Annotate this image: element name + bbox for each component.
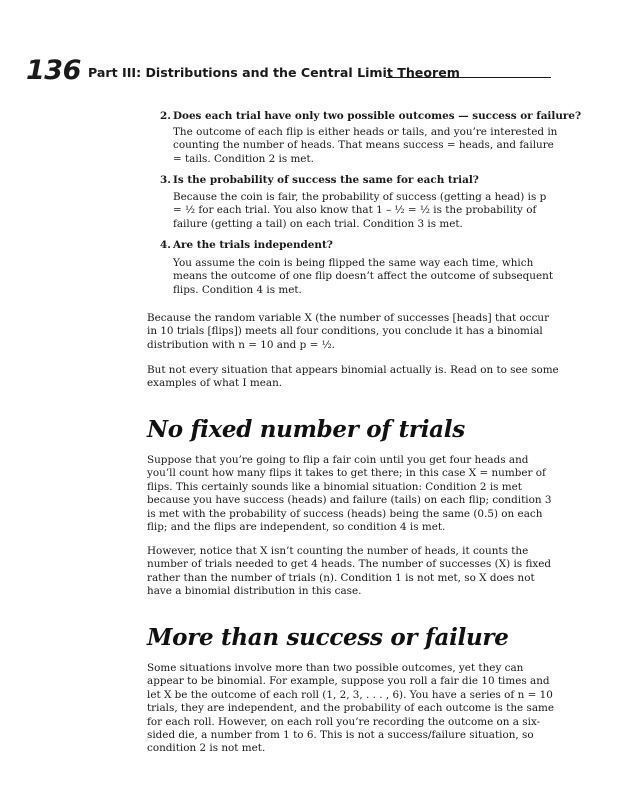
list-item-question: [160, 239, 333, 252]
running-head: Part III: Distributions and the Central Limit Theorem: [88, 65, 460, 80]
question-text: Does each trial have only two possible outcomes — success or failure?: [173, 110, 582, 122]
header-rule: [386, 77, 551, 78]
list-item-answer: Because the coin is fair, the probability of success (getting a head) is p = ½ for each trial. You also know that 1 – ½ = ½ is the probability of failure (getting a tail) on each trial. Condition 3 is met.: [173, 191, 547, 230]
list-number: 3.: [160, 174, 171, 186]
conclusion-paragraph: Because the random variable X (the number of successes [heads] that occur in 10 trials [flips]) meets all four conditions, you conclude it has a binomial distribution with n = 10 and p = ½.: [147, 312, 550, 351]
list-item-question: [160, 110, 581, 123]
section-paragraph: However, notice that X isn’t counting the number of heads, it counts the number of trials needed to get 4 heads. The number of successes (X) is fixed rather than the number of trials (n). Condition 1 is not met, so X does not have a binomial distribution in this case.: [147, 545, 552, 598]
question-text: Is the probability of success the same for each trial?: [173, 174, 479, 186]
transition-paragraph: But not every situation that appears binomial actually is. Read on to see some examples of what I mean.: [147, 364, 559, 390]
list-number: 2.: [160, 110, 171, 122]
section-heading: No fixed number of trials: [147, 416, 465, 443]
list-item-answer: The outcome of each flip is either heads or tails, and you’re interested in counting the number of heads. That means success = heads, and failure = tails. Condition 2 is met.: [173, 126, 558, 165]
question-text: Are the trials independent?: [173, 239, 333, 251]
section-paragraph: Suppose that you’re going to flip a fair coin until you get four heads and you’ll count how many flips it takes to get there; in this case X = number of flips. This certainly sounds like a binomial situation: Condition 2 is met because you have success (heads) and failure (tails) on each flip; condition 3 is met with the probability of success (heads) being the same (0.5) on each flip; and the flips are independent, so condition 4 is met.: [147, 454, 552, 534]
list-number: 4.: [160, 239, 171, 251]
section-paragraph: Some situations involve more than two possible outcomes, yet they can appear to be binomial. For example, suppose you roll a fair die 10 times and let X be the outcome of each roll (1, 2, 3, . . . , 6). You have a series of n = 10 trials, they are independent, and the probability of each outcome is the same for each roll. However, on each roll you’re recording the outcome on a six-sided die, a number from 1 to 6. This is not a success/failure situation, so condition 2 is not met.: [147, 662, 555, 755]
section-heading: More than success or failure: [147, 624, 509, 651]
list-item-question: [160, 174, 479, 187]
page-number: 136: [26, 55, 81, 86]
list-item-answer: You assume the coin is being flipped the same way each time, which means the outcome of one flip doesn’t affect the outcome of subsequent flips. Condition 4 is met.: [173, 257, 553, 296]
